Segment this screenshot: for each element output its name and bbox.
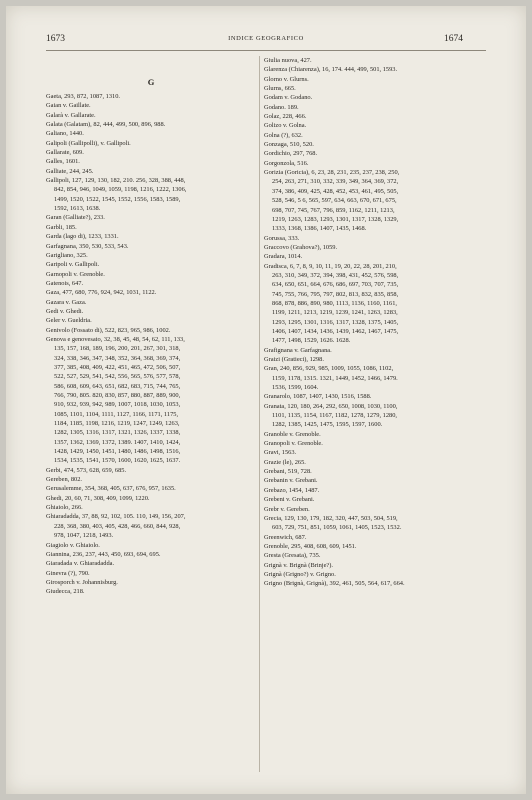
- index-entry-continuation: 1406, 1407, 1434, 1436, 1439, 1462, 1467, 1475,: [272, 327, 399, 335]
- index-entry: Girosporch v. Johannisburg.: [46, 578, 118, 586]
- index-entry: Grecia, 129, 130, 179, 182, 320, 447, 503, 504, 519,: [264, 514, 398, 522]
- index-entry: Giaradada v. Ghiaradadda.: [46, 560, 115, 568]
- index-entry: Gradara, 1014.: [264, 253, 303, 261]
- index-entry: Gorizia (Goricia), 6, 23, 28, 231, 235, 237, 238, 250,: [264, 169, 400, 177]
- index-entry: Granarolo, 1087, 1407, 1430, 1516, 1588.: [264, 393, 372, 401]
- right-page-number: 1674: [444, 34, 463, 44]
- index-entry-continuation: 254, 263, 271, 310, 332, 339, 349, 364, 369, 372,: [272, 178, 399, 186]
- index-entry-continuation: 1219, 1263, 1283, 1293, 1301, 1317, 1328, 1329,: [272, 215, 399, 223]
- index-entry: Garigliano, 325.: [46, 251, 88, 259]
- index-entry: Garipoli v. Gallipoli.: [46, 261, 100, 269]
- index-entry: Gatenois, 647.: [46, 279, 84, 287]
- index-entry-continuation: 766, 790, 805. 820, 830, 857, 880, 887, 889, 900,: [54, 392, 181, 399]
- index-entry: Gordichio, 297, 768.: [264, 150, 318, 158]
- index-entry: Graizi (Gratieci), 1298.: [264, 356, 324, 363]
- index-entry: Gresta (Gresata), 735.: [264, 552, 321, 560]
- index-entry: Giudecca, 218.: [46, 588, 85, 596]
- index-entry: Granata, 120, 180, 264, 292, 650, 1008, 1030, 1100,: [264, 402, 398, 410]
- column-divider: [259, 56, 260, 772]
- index-entry: Grebeni v. Grebani.: [264, 496, 315, 504]
- index-entry-continuation: 910, 932, 939, 942, 989, 1007, 1018, 1030, 1053,: [54, 401, 181, 409]
- index-entry: Gaeta, 293, 872, 1087, 1310.: [46, 93, 121, 100]
- index-entry: Grebazo, 1454, 1487.: [264, 486, 320, 494]
- index-entry-continuation: 868, 878, 886, 890, 980, 1113, 1136, 1160, 1161,: [272, 299, 398, 307]
- index-entry: Galipoli (Gallipolli), v. Gallipoli.: [46, 139, 131, 147]
- index-entry: Golna (?), 632.: [264, 131, 303, 139]
- index-entry: Galles, 1601.: [46, 158, 80, 166]
- index-entry: Gonzaga, 510, 520.: [264, 141, 314, 149]
- index-entry: Gerusalemme, 354, 368, 405, 637, 676, 957, 1635.: [46, 485, 176, 493]
- index-entry-continuation: 263, 310, 349, 372, 394, 398, 431, 452, 576, 598,: [272, 271, 399, 279]
- index-entry: Giagiolo v. Ghiaiolo.: [46, 541, 100, 549]
- index-entry: Gereben, 802.: [46, 476, 83, 484]
- index-entry-continuation: 1357, 1362, 1369, 1372, 1389. 1407, 1410, 1424,: [54, 438, 181, 446]
- index-entry-continuation: 1282, 1305, 1316, 1317, 1321, 1326, 1337, 1338,: [54, 429, 181, 437]
- index-entry: Gallipoli, 127, 129, 130, 182, 210. 256, 328, 388, 448,: [46, 177, 186, 185]
- running-title: INDICE GEOGRAFICO: [228, 35, 304, 42]
- index-entry: Golizo v. Golna.: [264, 122, 307, 130]
- index-entry: Grebanin v. Grebani.: [264, 477, 318, 485]
- index-entry-continuation: 1499, 1520, 1522, 1545, 1552, 1556, 1583, 1589,: [54, 195, 181, 203]
- index-entry-continuation: 1085, 1101, 1104, 1111, 1127, 1166, 1171, 1175,: [54, 410, 179, 418]
- page-header: [6, 34, 526, 48]
- section-letter: G: [147, 77, 155, 87]
- index-entry: Granopoli v. Grenoble.: [264, 440, 323, 448]
- index-entry-continuation: 586, 608, 609, 643, 651, 682, 683, 715, 744, 765,: [54, 382, 181, 390]
- index-entry: Gradisca, 6, 7, 8, 9, 10, 11, 19, 20, 22, 28, 201, 210,: [264, 262, 397, 270]
- index-entry: Gedi v. Ghedi.: [46, 307, 84, 315]
- index-entry: Giannina, 236, 237, 443, 450, 693, 694, 695.: [46, 550, 161, 558]
- index-entry: Grignà (Grigno?) v. Grigno.: [264, 570, 336, 578]
- index-entry: Ginevra (?), 790.: [46, 569, 90, 577]
- index-column-left: [46, 76, 256, 597]
- index-entry: Garan (Galliate?), 233.: [46, 214, 105, 222]
- book-page: [6, 6, 526, 794]
- index-entry: Galiano, 1440.: [46, 130, 84, 138]
- index-entry: Genivolo (Fossato di), 522, 823, 965, 986, 1002.: [46, 326, 171, 334]
- index-entry: Golaz, 228, 466.: [264, 113, 307, 121]
- index-entry: Glarenza (Chiarenza), 16, 174. 444, 499, 501, 1593.: [264, 66, 398, 74]
- index-entry-continuation: 377, 385, 408, 409, 422, 451, 465, 472, 506, 507,: [54, 363, 181, 371]
- index-entry: Giulia nuova, 427.: [264, 57, 312, 64]
- index-entry: Gaian v. Gaillate.: [46, 102, 91, 110]
- index-entry: Gerbi, 474, 573, 628, 659, 685.: [46, 466, 127, 474]
- index-entry: Grebr v. Gereben.: [264, 505, 310, 513]
- index-entry-continuation: 1101, 1135, 1154, 1167, 1182, 1278, 1279, 1280,: [272, 412, 398, 420]
- index-entry-continuation: 1293, 1295, 1301, 1316, 1317, 1328, 1375, 1405,: [272, 318, 399, 326]
- index-entry-continuation: 1199, 1211, 1213, 1219, 1239, 1241, 1263, 1283,: [272, 309, 398, 317]
- index-entry-continuation: 1184, 1185, 1198, 1216, 1219, 1247, 1249, 1263,: [54, 420, 180, 428]
- index-entry: Granoble v. Grenoble.: [264, 430, 321, 438]
- index-entry: Gallarate, 609.: [46, 149, 84, 157]
- index-entry: Genova e genovesato, 32, 38, 45, 48, 54, 62, 111, 133,: [46, 335, 185, 343]
- index-entry: Garnopoli v. Grenoble.: [46, 270, 105, 278]
- index-entry: Grazie (le), 265.: [264, 458, 306, 466]
- index-entry-continuation: 228, 368, 380, 403, 405, 428, 466, 660, 844, 928,: [54, 522, 181, 530]
- index-entry-continuation: 1592, 1613, 1638.: [54, 205, 101, 213]
- index-entry: Geler v. Gueldria.: [46, 317, 92, 325]
- header-rule: [46, 50, 486, 51]
- index-entry-continuation: 978, 1047, 1218, 1493.: [54, 532, 114, 540]
- index-entry: Gorgonzola, 516.: [264, 159, 309, 167]
- index-entry-continuation: 1428, 1429, 1450, 1451, 1480, 1486, 1498, 1516,: [54, 448, 181, 456]
- index-entry-continuation: 1282, 1385, 1425, 1475, 1595, 1597, 1600.: [272, 421, 383, 429]
- index-entry-continuation: 1536, 1599, 1604.: [272, 384, 319, 392]
- index-entry: Galata (Galatam), 82, 444, 499, 500, 896, 988.: [46, 121, 166, 129]
- index-entry: Gravi, 1563.: [264, 449, 297, 457]
- index-entry-continuation: 1159, 1178, 1315. 1321, 1449, 1452, 1466, 1479.: [272, 374, 398, 382]
- left-page-number: 1673: [46, 34, 65, 44]
- index-entry-continuation: 1333, 1368, 1386, 1407, 1435, 1468.: [272, 225, 367, 233]
- index-entry: Grebani, 519, 728.: [264, 468, 312, 476]
- index-entry: Ghiaradadda, 37, 88, 92, 102, 105. 110, 149, 156, 207,: [46, 513, 186, 521]
- index-column-right: [264, 56, 486, 589]
- index-entry: Gazara v. Gaza.: [46, 298, 87, 306]
- index-entry: Grenoble, 295, 408, 608, 609, 1451.: [264, 542, 357, 550]
- index-entry: Godano. 189.: [264, 103, 299, 111]
- index-entry: Galliate, 244, 245.: [46, 167, 94, 175]
- index-entry: Greenwich, 687.: [264, 533, 307, 541]
- index-entry-continuation: 842, 854, 946, 1049, 1059, 1198, 1216, 1222, 1306,: [54, 186, 187, 194]
- index-entry-continuation: 698, 707, 745, 767, 796, 859, 1162, 1211, 1213,: [272, 206, 395, 214]
- index-entry: Gorussa, 333.: [264, 234, 300, 242]
- index-entry: Gran, 240, 856, 929, 985, 1009, 1055, 1086, 1102,: [264, 365, 394, 373]
- index-entry-continuation: 603, 729, 751, 851, 1059, 1061, 1405, 1523, 1532.: [272, 524, 402, 532]
- index-entry-continuation: 522, 527, 529, 541, 542, 556, 565, 576, 577, 578,: [54, 373, 181, 381]
- index-entry: Garfagnana, 350, 530, 533, 543.: [46, 242, 129, 250]
- index-entry-continuation: 634, 650, 651, 664, 676, 686, 697, 703, 707, 735,: [272, 281, 399, 289]
- index-entry: Grafignana v. Garfagnana.: [264, 346, 332, 354]
- index-entry-continuation: 528, 546, 5 6, 565, 597, 634, 663, 670, 671, 675,: [272, 197, 397, 205]
- index-entry: Garbli, 185.: [46, 223, 77, 231]
- index-entry: Grignà v. Brignà (Brinje?).: [264, 561, 333, 569]
- index-entry-continuation: 135, 157, 168, 189, 196, 200, 201, 267, 301, 318,: [54, 345, 181, 353]
- index-entry-continuation: 1534, 1535, 1541, 1570, 1600, 1620, 1625, 1637.: [54, 457, 181, 465]
- index-entry: Godam v. Godano.: [264, 94, 313, 102]
- index-entry: Graccovo (Grahova?), 1059.: [264, 243, 338, 251]
- index-entry-continuation: 374, 386, 409, 425, 428, 452, 453, 461, 495, 505,: [272, 187, 399, 195]
- index-entry-continuation: 324, 338, 346, 347, 348, 352, 364, 368, 369, 374,: [54, 354, 181, 362]
- index-entry: Ghiaiolo, 266.: [46, 504, 83, 512]
- index-entry: Gaza, 477, 680, 776, 924, 942, 1031, 1122.: [46, 289, 157, 297]
- index-entry: Grigno (Brignà, Grignà), 392, 461, 505, 564, 617, 664.: [264, 580, 405, 588]
- index-entry: Glorno v. Glurns.: [264, 75, 309, 83]
- index-entry-continuation: 745, 755, 766, 795, 797, 802, 813, 832, 835, 858,: [272, 290, 399, 298]
- index-entry: Glurns, 665.: [264, 85, 296, 93]
- index-entry: Ghedi, 20, 60, 71, 308, 409, 1099, 1220.: [46, 494, 150, 502]
- index-entry: Galarà v. Gallarate.: [46, 111, 96, 119]
- index-entry-continuation: 1477, 1498, 1529, 1626. 1628.: [272, 337, 351, 345]
- index-entry: Garda (lago di), 1233, 1331.: [46, 233, 119, 241]
